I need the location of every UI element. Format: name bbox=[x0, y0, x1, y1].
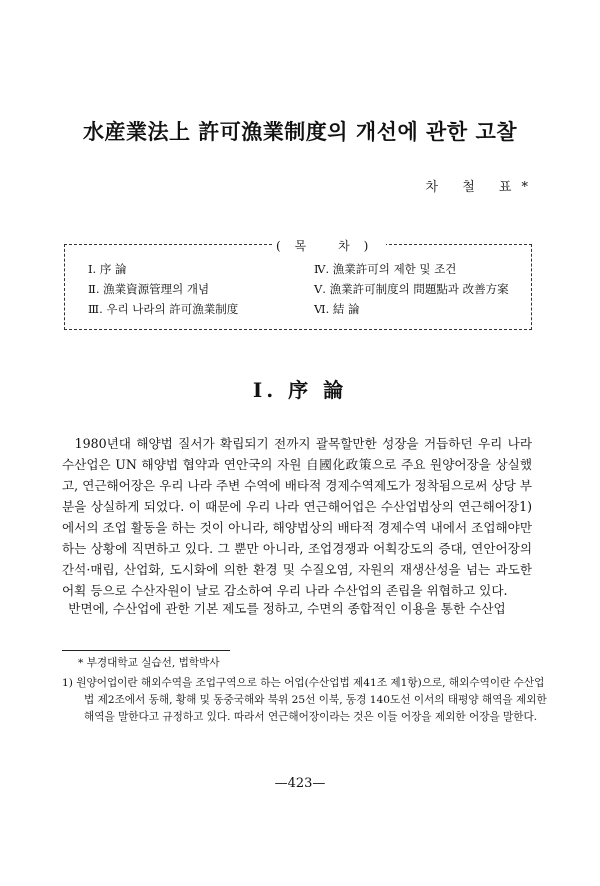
body-paragraph-1: 1980년대 해양법 질서가 확립되기 전까지 괄목할만한 성장을 거듭하던 우리 나라 수산업은 UN 해양법 협약과 연안국의 자원 自國化政策으로 주요 원양어장을 상실했고, 연근해어장은 우리 나라 주변 수역에 배타적 경제수역제도가 정착됨으로써 상당 부분을 상실하게 되었다. 이 때문에 우리 나라 연근해어업은 수산업법상의 연근해어장1)에서의 조업 활동을 하는 것이 아니라, 해양법상의 배타적 경제수역 내에서 조업해야만 하는 상황에 직면하고 있다. 그 뿐만 아니라, 조업경쟁과 어획강도의 증대, 연안어장의 간석·매립, 산업화, 도시화에 의한 환경 및 수질오염, 자원의 재생산성을 넘는 과도한 어획 등으로 수산자원이 날로 감소하여 우리 나라 수산업의 존립을 위협하고 있다. bbox=[62, 436, 532, 598]
page-number: —423— bbox=[274, 776, 326, 791]
paper-title: 水産業法上 許可漁業制度의 개선에 관한 고찰 bbox=[82, 119, 518, 144]
toc-item-1: Ⅰ. 序 論 bbox=[88, 262, 127, 276]
footnote-author: * 부경대학교 실습선, 법학박사 bbox=[78, 657, 220, 669]
toc-item-6: Ⅵ. 結 論 bbox=[314, 302, 360, 316]
toc-heading: (목 차) bbox=[272, 237, 386, 254]
footnote-1: 1) 원양어업이란 해외수역을 조업구역으로 하는 어업(수산업법 제41조 제1항)으로, 해외수역이란 수산업법 제2조에서 동해, 황해 및 동중국해와 북위 25선 이북, 동경 140도선 이서의 태평양 해역을 제외한 해역을 말한다고 규정하고 있다. 따라서 연근해어장이라는 것은 이들 어장을 제외한 어장을 말한다. bbox=[62, 677, 547, 723]
footnote-divider bbox=[62, 650, 230, 651]
toc-item-2: Ⅱ. 漁業資源管理의 개념 bbox=[88, 282, 210, 296]
section-heading: Ⅰ. 序 論 bbox=[252, 378, 348, 402]
toc-item-4: Ⅳ. 漁業許可의 제한 및 조건 bbox=[314, 262, 457, 276]
toc-item-5: Ⅴ. 漁業許可制度의 問題點과 改善方案 bbox=[314, 282, 509, 296]
author-name: 차 철 표* bbox=[425, 180, 538, 195]
toc-item-3: Ⅲ. 우리 나라의 許可漁業制度 bbox=[88, 302, 239, 316]
body-paragraph-2: 반면에, 수산업에 관한 기본 제도를 정하고, 수면의 종합적인 이용을 통한 수산업 bbox=[68, 601, 506, 616]
